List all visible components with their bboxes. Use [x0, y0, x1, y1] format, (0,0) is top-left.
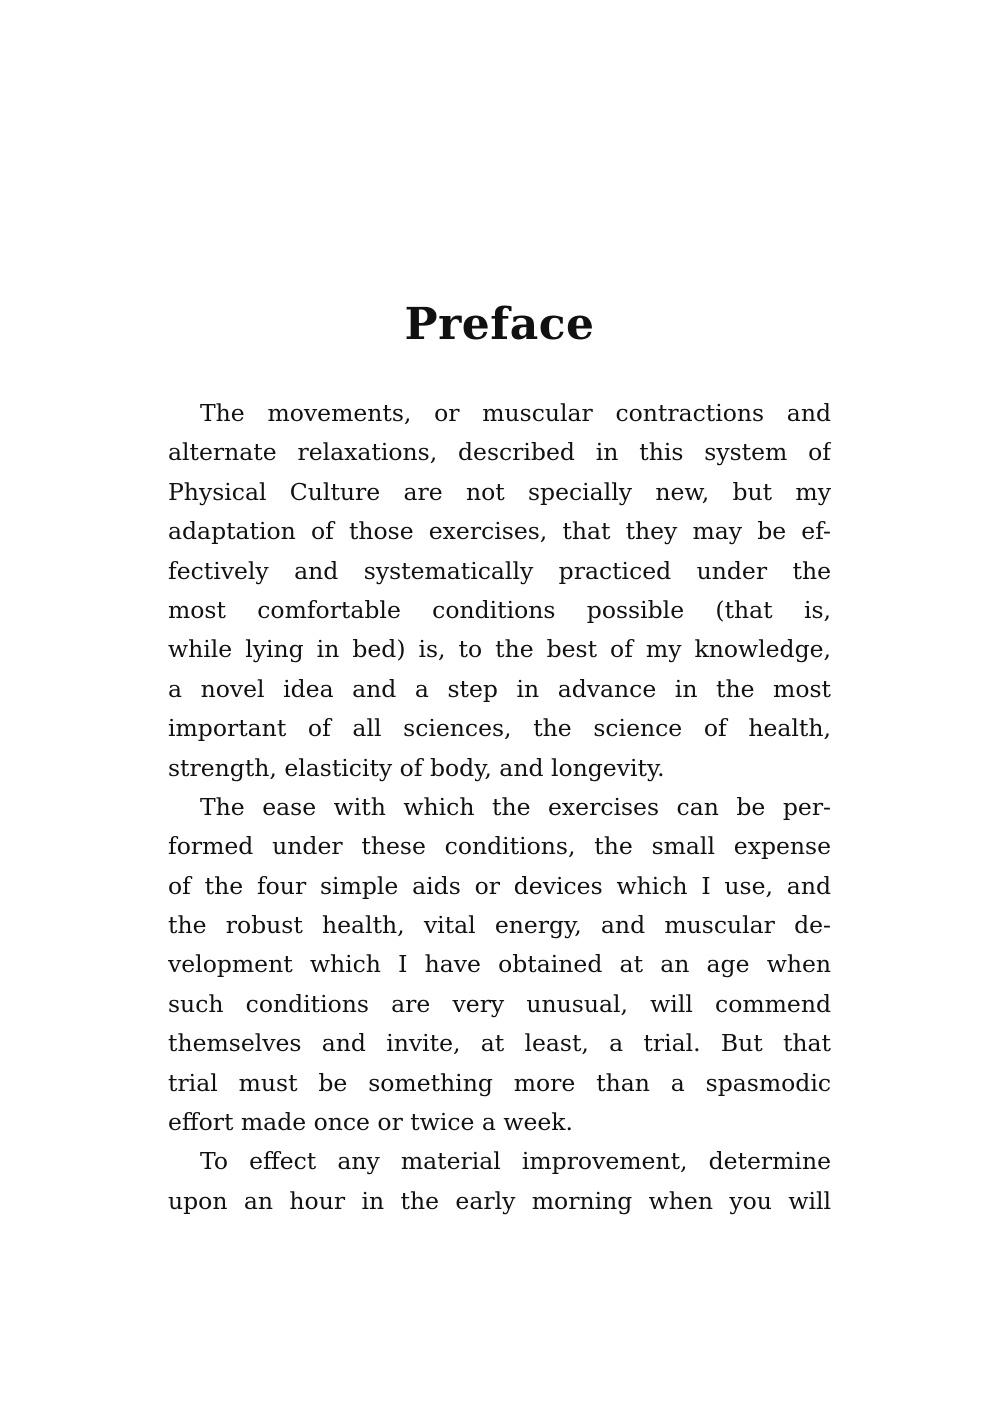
text-line: alternate relaxations, described in this system of — [168, 438, 831, 467]
text-line: adaptation of those exercises, that they may be ef- — [168, 517, 831, 546]
page-title: Preface — [404, 299, 595, 350]
text-line: while lying in bed) is, to the best of my knowledge, — [168, 635, 831, 664]
text-line: effort made once or twice a week. — [168, 1108, 574, 1137]
text-line: velopment which I have obtained at an age when — [168, 950, 831, 979]
text-line: Physical Culture are not specially new, but my — [168, 477, 831, 506]
text-line: important of all sciences, the science of health, — [168, 714, 831, 743]
text-line: formed under these conditions, the small expense — [168, 832, 831, 861]
text-line: To effect any material improvement, determine — [200, 1147, 831, 1176]
text-line: of the four simple aids or devices which I use, and — [168, 871, 831, 900]
paragraph-2 — [168, 788, 831, 1143]
text-line: strength, elasticity of body, and longevity. — [168, 753, 665, 782]
paragraph-3 — [168, 1142, 831, 1221]
page-content — [168, 296, 831, 1221]
text-line: fectively and systematically practiced under the — [168, 556, 831, 585]
text-line: upon an hour in the early morning when you will — [168, 1186, 831, 1215]
paragraph-1 — [168, 394, 831, 788]
text-line: themselves and invite, at least, a trial. But that — [168, 1029, 831, 1058]
text-line: most comfortable conditions possible (that is, — [168, 595, 831, 624]
text-line: trial must be something more than a spasmodic — [168, 1068, 831, 1097]
text-line: a novel idea and a step in advance in the most — [168, 674, 831, 703]
text-line: The movements, or muscular contractions and — [200, 399, 831, 427]
text-line: the robust health, vital energy, and muscular de- — [168, 911, 831, 940]
text-line: such conditions are very unusual, will commend — [168, 989, 831, 1018]
text-line: The ease with which the exercises can be per- — [200, 792, 831, 821]
